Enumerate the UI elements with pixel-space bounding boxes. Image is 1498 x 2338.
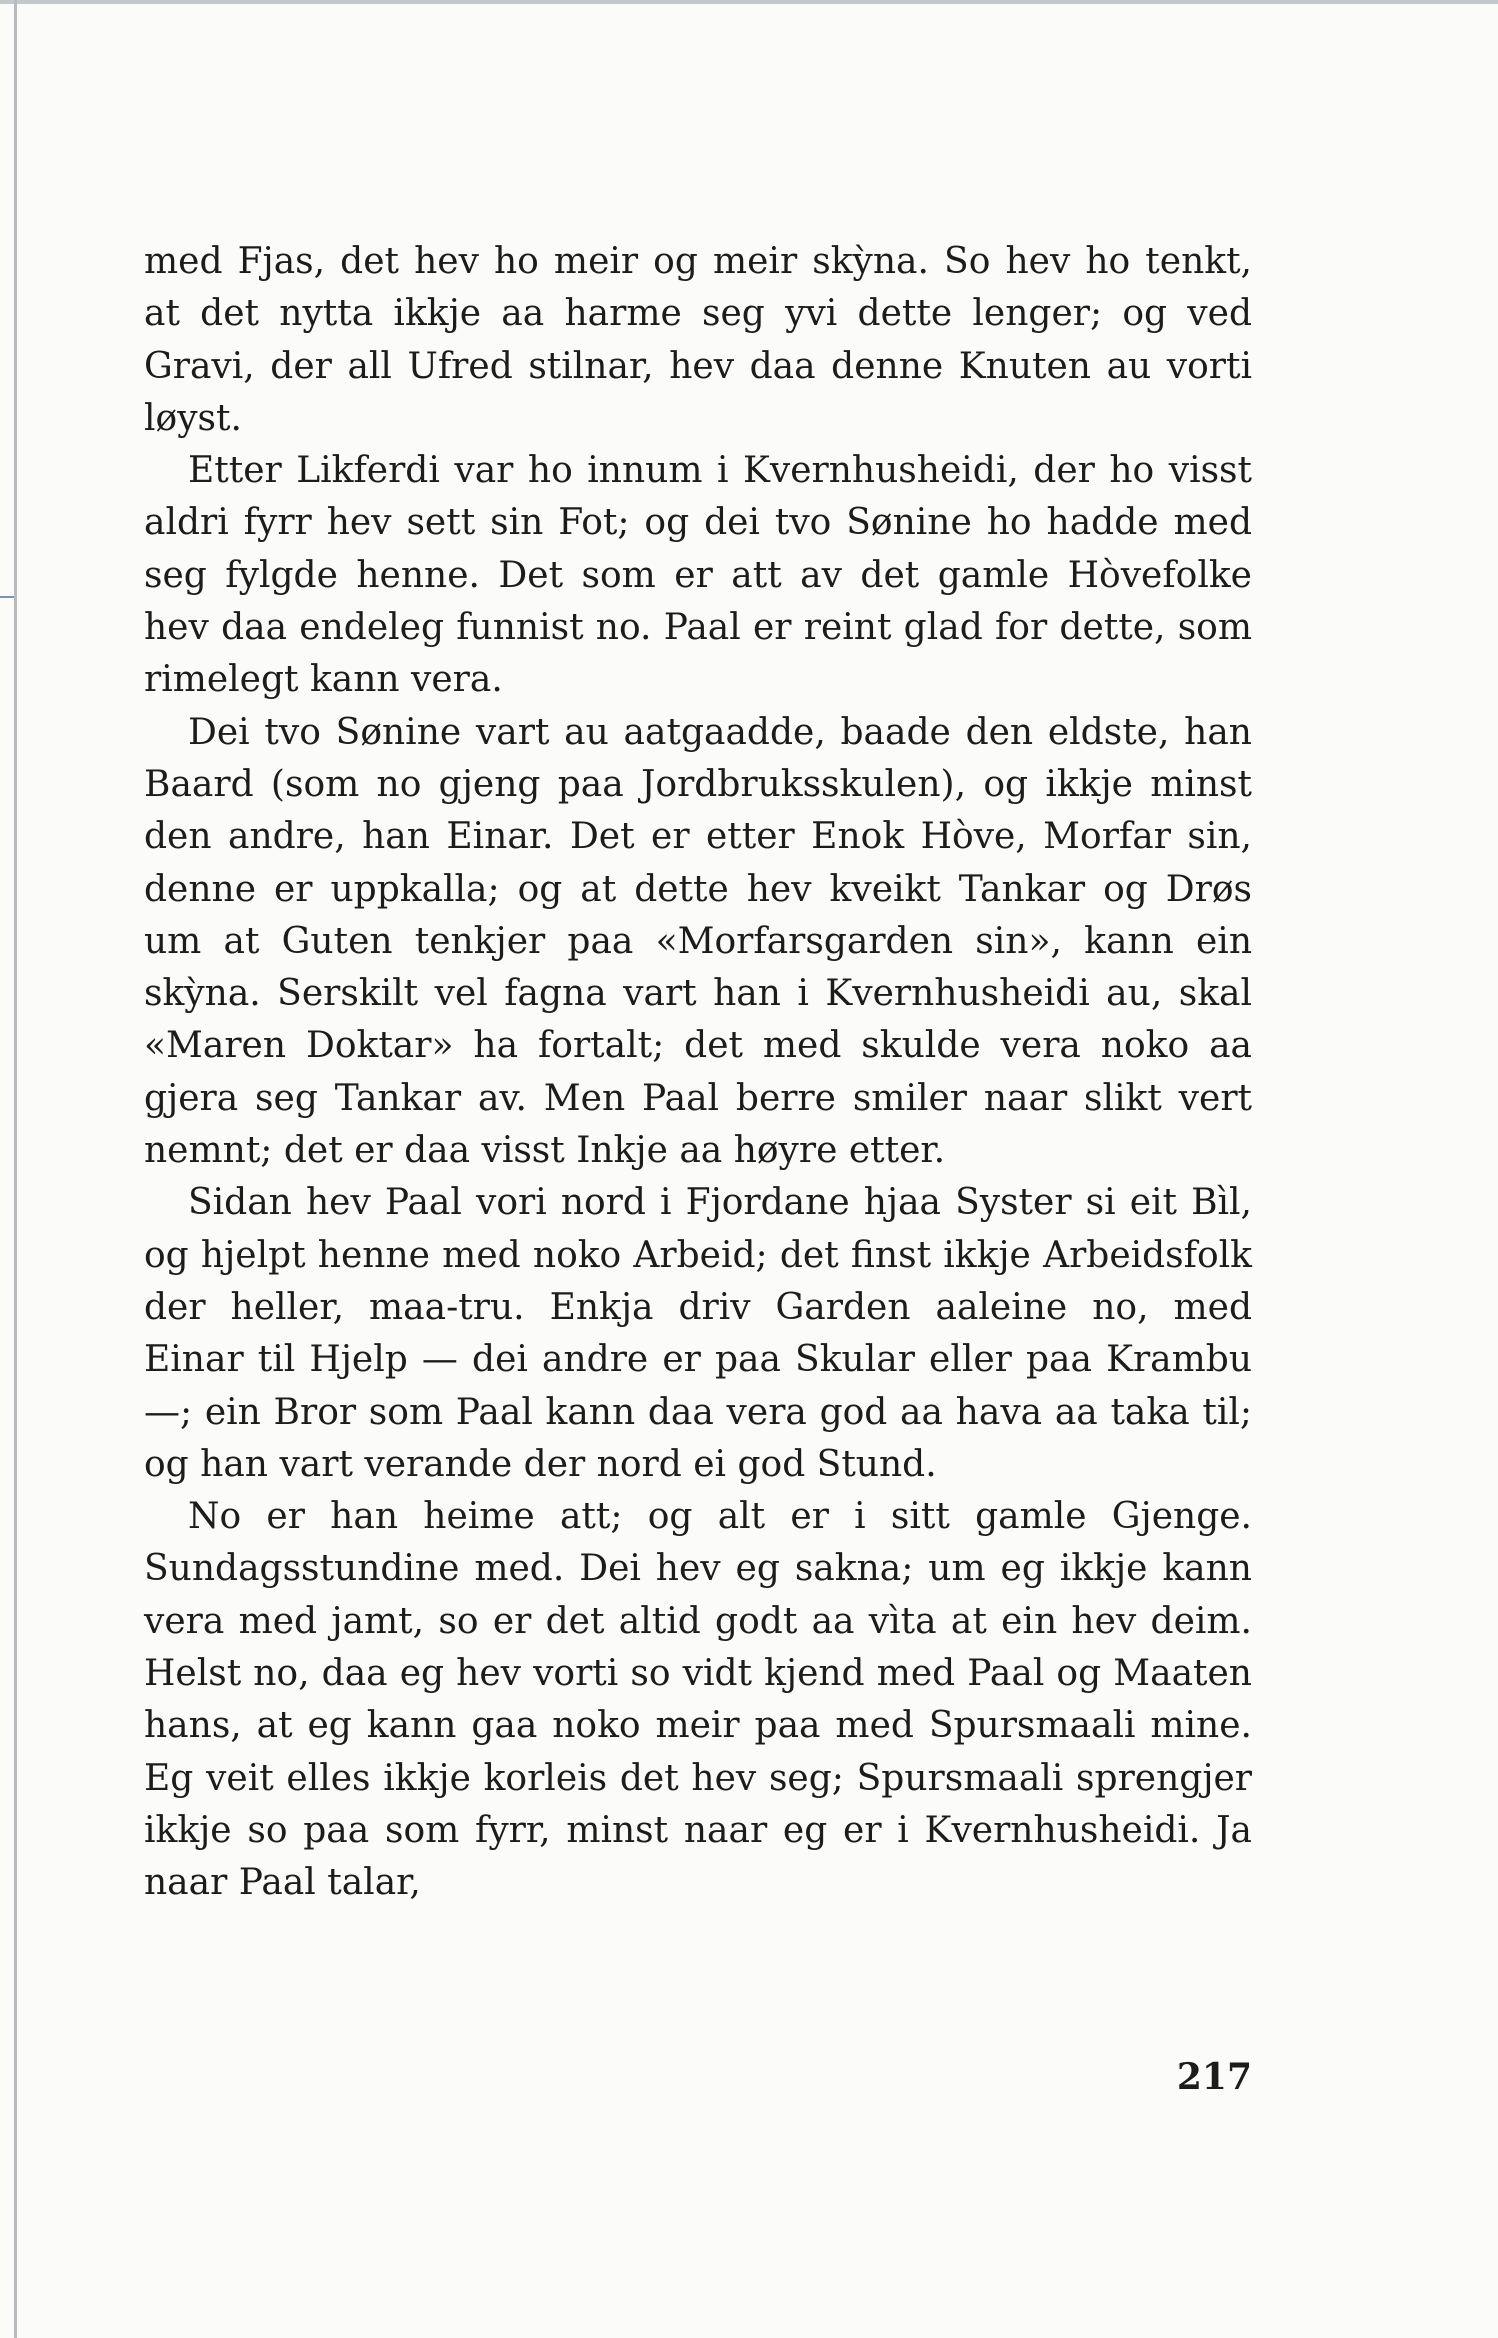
scan-left-edge — [14, 0, 17, 2338]
paragraph-3: Dei tvo Sønine vart au aatgaadde, baade den eldste, han Baard (som no gjeng paa Jordbruksskulen), og ikkje minst den andre, han Einar. Det er etter Enok Hòve, Morfar sin, denne er uppkalla; og at dette hev kveikt Tankar og Drøs um at Guten tenkjer paa «Morfarsgarden sin», kann ein skỳna. Serskilt vel fagna vart han i Kvernhusheidi au, skal «Maren Doktar» ha fortalt; det med skulde vera noko aa gjera seg Tankar av. Men Paal berre smiler naar slikt vert nemnt; det er daa visst Inkje aa høyre etter. — [144, 711, 1252, 1172]
paragraph-2: Etter Likferdi var ho innum i Kvernhusheidi, der ho visst aldri fyrr hev sett sin Fot; og dei tvo Sønine ho hadde med seg fylgde henne. Det som er att av det gamle Hòvefolke hev daa endeleg funnist no. Paal er reint glad for dette, som rimelegt kann vera. — [144, 450, 1252, 701]
paragraph-5: No er han heime att; og alt er i sitt gamle Gjenge. Sundagsstundine med. Dei hev eg sakna; um eg ikkje kann vera med jamt, so er det altid godt aa vìta at ein hev deim. Helst no, daa eg hev vorti so vidt kjend med Paal og Maaten hans, at eg kann gaa noko meir paa med Spursmaali mine. Eg veit elles ikkje korleis det hev seg; Spursmaali sprengjer ikkje so paa som fyrr, minst naar eg er i Kvernhusheidi. Ja naar Paal talar, — [144, 1496, 1252, 1904]
scan-top-edge — [0, 0, 1498, 4]
body-text — [144, 236, 1252, 1910]
paragraph-4: Sidan hev Paal vori nord i Fjordane hjaa Syster si eit Bìl, og hjelpt henne med noko Arbeid; det finst ikkje Arbeidsfolk der heller, maa-tru. Enkja driv Garden aaleine no, med Einar til Hjelp — dei andre er paa Skular eller paa Krambu —; ein Bror som Paal kann daa vera god aa hava aa taka til; og han vart verande der nord ei god Stund. — [144, 1182, 1252, 1485]
page-number: 217 — [1176, 2056, 1252, 2098]
paragraph-1: med Fjas, det hev ho meir og meir skỳna. So hev ho tenkt, at det nytta ikkje aa harme seg yvi dette lenger; og ved Gravi, der all Ufred stilnar, hev daa denne Knuten au vorti løyst. — [144, 241, 1252, 439]
scan-edge-mark — [0, 596, 14, 598]
